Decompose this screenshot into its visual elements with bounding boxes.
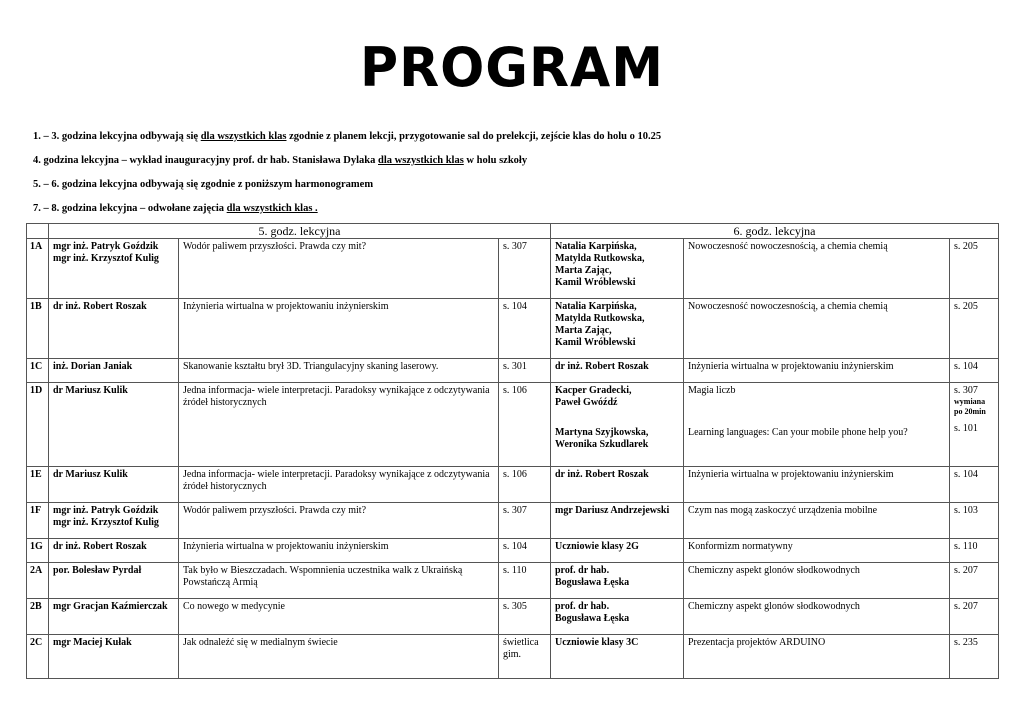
room-label: s. 101: [954, 423, 978, 434]
teacher-name: mgr inż. Krzysztof Kulig: [53, 517, 159, 528]
room-label: s. 110: [954, 541, 978, 552]
intro-text: 7. – 8. godzina lekcyjna – odwołane zajęcia: [33, 203, 227, 214]
topic-6-cell: [684, 299, 950, 359]
room-5-cell: [499, 599, 551, 635]
teacher-name: dr Mariusz Kulik: [53, 469, 128, 480]
topic-6-cell: [684, 359, 950, 383]
teacher-6-cell: [551, 563, 684, 599]
teacher-name: Bogusława Łęska: [555, 613, 630, 624]
class-label: 1D: [30, 385, 43, 396]
topic-text: Chemiczny aspekt glonów słodkowodnych: [688, 565, 860, 576]
teacher-name: por. Bolesław Pyrdał: [53, 565, 142, 576]
room-6-cell: [950, 467, 999, 503]
teacher-6-cell: [551, 539, 684, 563]
room-label: s. 207: [954, 565, 978, 576]
topic-text: Magia liczb: [688, 385, 736, 396]
topic-5-cell: [179, 635, 499, 679]
teacher-name: mgr inż. Patryk Goździk: [53, 241, 159, 252]
room-5-cell: [499, 299, 551, 359]
room-6-cell: [950, 539, 999, 563]
schedule-table: [26, 223, 999, 679]
teacher-name: mgr inż. Krzysztof Kulig: [53, 253, 159, 264]
class-cell: [27, 299, 49, 359]
teacher-5-cell: [49, 359, 179, 383]
intro-section: [33, 130, 993, 226]
teacher-name: mgr Maciej Kułak: [53, 637, 132, 648]
room-label: s. 207: [954, 601, 978, 612]
teacher-name: Bogusława Łęska: [555, 577, 630, 588]
topic-5-cell: [179, 563, 499, 599]
topic-6-cell: [684, 599, 950, 635]
topic-text: Co nowego w medycynie: [183, 601, 285, 612]
table-row: [27, 383, 999, 467]
topic-text: Inżynieria wirtualna w projektowaniu inżynierskim: [183, 301, 389, 312]
topic-5-cell: [179, 239, 499, 299]
teacher-name: Martyna Szyjkowska,: [555, 427, 649, 438]
room-6-cell: [950, 563, 999, 599]
intro-underline: dla wszystkich klas .: [226, 203, 318, 214]
class-label: 1B: [30, 301, 42, 312]
room-label: s. 235: [954, 637, 978, 648]
teacher-name: mgr Dariusz Andrzejewski: [555, 505, 670, 516]
room-6-cell: [950, 239, 999, 299]
teacher-6-cell: [551, 299, 684, 359]
room-5-cell: [499, 503, 551, 539]
teacher-name: Uczniowie klasy 3C: [555, 637, 639, 648]
teacher-5-cell: [49, 539, 179, 563]
class-cell: [27, 383, 49, 467]
topic-text: Inżynieria wirtualna w projektowaniu inżynierskim: [183, 541, 389, 552]
teacher-name: inż. Dorian Janiak: [53, 361, 133, 372]
room-6-cell: [950, 503, 999, 539]
topic-5-cell: [179, 599, 499, 635]
table-row: [27, 239, 999, 299]
topic-text: Prezentacja projektów ARDUINO: [688, 637, 826, 648]
intro-text: zgodnie z planem lekcji, przygotowanie sal do prelekcji, zejście klas do holu o 10.25: [286, 131, 662, 142]
room-5-cell: [499, 239, 551, 299]
room-label: s. 104: [503, 301, 527, 312]
teacher-5-cell: [49, 503, 179, 539]
teacher-name: Marta Zając,: [555, 325, 612, 336]
teacher-6-cell: [551, 467, 684, 503]
room-label: s. 305: [503, 601, 527, 612]
class-cell: [27, 467, 49, 503]
intro-text: 5. – 6. godzina lekcyjna odbywają się zgodnie z poniższym harmonogramem: [33, 179, 374, 190]
room-6-cell: [950, 635, 999, 679]
room-6-cell: [950, 359, 999, 383]
room-note: wymiana: [954, 397, 986, 406]
teacher-name: Paweł Gwóźdź: [555, 397, 618, 408]
topic-text: Wodór paliwem przyszłości. Prawda czy mit?: [183, 241, 367, 252]
intro-underline: dla wszystkich klas: [378, 155, 464, 166]
topic-6-cell: [684, 563, 950, 599]
topic-text: Konformizm normatywny: [688, 541, 793, 552]
topic-6-cell: [684, 467, 950, 503]
teacher-6-cell: [551, 383, 684, 467]
room-note: po 20min: [954, 407, 986, 416]
teacher-name: Marta Zając,: [555, 265, 612, 276]
class-cell: [27, 359, 49, 383]
topic-6-cell: [684, 383, 950, 467]
teacher-6-cell: [551, 503, 684, 539]
table-header-row: [27, 224, 999, 239]
table-row: [27, 635, 999, 679]
topic-6-cell: [684, 635, 950, 679]
room-label: s. 205: [954, 241, 978, 252]
topic-5-cell: [179, 383, 499, 467]
teacher-5-cell: [49, 599, 179, 635]
teacher-5-cell: [49, 467, 179, 503]
intro-text: w holu szkoły: [463, 155, 528, 166]
room-5-cell: [499, 539, 551, 563]
table-row: [27, 539, 999, 563]
class-label: 1C: [30, 361, 43, 372]
room-label: s. 307: [503, 241, 527, 252]
topic-text: Nowoczesność nowoczesnością, a chemia chemią: [688, 241, 888, 252]
teacher-6-cell: [551, 359, 684, 383]
teacher-name: Weronika Szkudlarek: [555, 439, 649, 450]
header-empty: [27, 224, 49, 239]
intro-text: 1. – 3. godzina lekcyjna odbywają się: [33, 131, 201, 142]
teacher-6-cell: [551, 239, 684, 299]
teacher-name: dr inż. Robert Roszak: [53, 541, 147, 552]
teacher-name: dr Mariusz Kulik: [53, 385, 128, 396]
topic-text: Learning languages: Can your mobile phone help you?: [688, 427, 908, 438]
teacher-name: Natalia Karpińska,: [555, 301, 637, 312]
teacher-name: Natalia Karpińska,: [555, 241, 637, 252]
room-5-cell: [499, 635, 551, 679]
class-cell: [27, 563, 49, 599]
class-label: 1F: [30, 505, 42, 516]
topic-text: Wodór paliwem przyszłości. Prawda czy mit?: [183, 505, 367, 516]
topic-6-cell: [684, 539, 950, 563]
teacher-name: Matylda Rutkowska,: [555, 313, 645, 324]
header-hour-6: 6. godz. lekcyjna: [551, 224, 999, 239]
intro-line-3: [33, 178, 993, 202]
room-6-cell: [950, 599, 999, 635]
class-label: 2A: [30, 565, 43, 576]
class-cell: [27, 599, 49, 635]
topic-text: Tak było w Bieszczadach. Wspomnienia uczestnika walk z Ukraińską Powstańczą Armią: [183, 565, 463, 588]
topic-5-cell: [179, 299, 499, 359]
intro-text: 4. godzina lekcyjna – wykład inauguracyjny prof. dr hab. Stanisława Dylaka: [33, 155, 379, 166]
teacher-6-cell: [551, 599, 684, 635]
class-label: 1E: [30, 469, 42, 480]
class-cell: [27, 503, 49, 539]
room-5-cell: [499, 563, 551, 599]
class-cell: [27, 239, 49, 299]
room-5-cell: [499, 359, 551, 383]
topic-text: Nowoczesność nowoczesnością, a chemia chemią: [688, 301, 888, 312]
table-row: [27, 359, 999, 383]
intro-underline: dla wszystkich klas: [200, 131, 287, 142]
teacher-name: dr inż. Robert Roszak: [53, 301, 147, 312]
teacher-name: Uczniowie klasy 2G: [555, 541, 639, 552]
class-label: 2B: [30, 601, 42, 612]
teacher-6-cell: [551, 635, 684, 679]
topic-text: Jak odnaleźć się w medialnym świecie: [183, 637, 338, 648]
page-title: PROGRAM: [359, 36, 665, 100]
table-row: [27, 563, 999, 599]
teacher-5-cell: [49, 299, 179, 359]
topic-text: Inżynieria wirtualna w projektowaniu inżynierskim: [688, 469, 894, 480]
class-label: 1G: [30, 541, 43, 552]
class-label: 2C: [30, 637, 43, 648]
topic-6-cell: [684, 239, 950, 299]
room-label: s. 104: [954, 469, 978, 480]
teacher-5-cell: [49, 239, 179, 299]
teacher-name: dr inż. Robert Roszak: [555, 469, 649, 480]
room-label: s. 301: [503, 361, 527, 372]
teacher-name: prof. dr hab.: [555, 601, 610, 612]
intro-line-1: [33, 130, 993, 154]
teacher-name: mgr Gracjan Kaźmierczak: [53, 601, 168, 612]
room-6-cell: [950, 299, 999, 359]
table-row: [27, 467, 999, 503]
class-label: 1A: [30, 241, 43, 252]
teacher-5-cell: [49, 635, 179, 679]
topic-6-cell: [684, 503, 950, 539]
topic-5-cell: [179, 359, 499, 383]
teacher-name: Kamil Wróblewski: [555, 277, 636, 288]
table-row: [27, 299, 999, 359]
room-5-cell: [499, 467, 551, 503]
teacher-name: Kamil Wróblewski: [555, 337, 636, 348]
room-label: s. 110: [503, 565, 527, 576]
table-row: [27, 599, 999, 635]
table-row: [27, 503, 999, 539]
teacher-name: Matylda Rutkowska,: [555, 253, 645, 264]
topic-5-cell: [179, 539, 499, 563]
topic-text: Skanowanie kształtu brył 3D. Triangulacyjny skaning laserowy.: [183, 361, 439, 372]
room-label: s. 307: [503, 505, 527, 516]
room-label: s. 104: [954, 361, 978, 372]
topic-text: Chemiczny aspekt glonów słodkowodnych: [688, 601, 860, 612]
topic-text: Inżynieria wirtualna w projektowaniu inżynierskim: [688, 361, 894, 372]
topic-5-cell: [179, 503, 499, 539]
room-label: świetlica gim.: [503, 637, 539, 660]
topic-text: Jedna informacja- wiele interpretacji. Paradoksy wynikające z odczytywania źródeł historycznych: [183, 385, 490, 408]
intro-line-2: [33, 154, 993, 178]
class-cell: [27, 539, 49, 563]
topic-text: Czym nas mogą zaskoczyć urządzenia mobilne: [688, 505, 878, 516]
teacher-5-cell: [49, 383, 179, 467]
room-label: s. 106: [503, 385, 527, 396]
room-label: s. 205: [954, 301, 978, 312]
room-5-cell: [499, 383, 551, 467]
room-label: s. 106: [503, 469, 527, 480]
room-label: s. 307: [954, 385, 978, 396]
teacher-name: Kacper Gradecki,: [555, 385, 632, 396]
room-6-cell: [950, 383, 999, 467]
teacher-5-cell: [49, 563, 179, 599]
room-label: s. 103: [954, 505, 978, 516]
class-cell: [27, 635, 49, 679]
topic-text: Jedna informacja- wiele interpretacji. Paradoksy wynikające z odczytywania źródeł historycznych: [183, 469, 490, 492]
topic-5-cell: [179, 467, 499, 503]
teacher-name: dr inż. Robert Roszak: [555, 361, 649, 372]
room-label: s. 104: [503, 541, 527, 552]
teacher-name: mgr inż. Patryk Goździk: [53, 505, 159, 516]
teacher-name: prof. dr hab.: [555, 565, 610, 576]
header-hour-5: 5. godz. lekcyjna: [49, 224, 551, 239]
